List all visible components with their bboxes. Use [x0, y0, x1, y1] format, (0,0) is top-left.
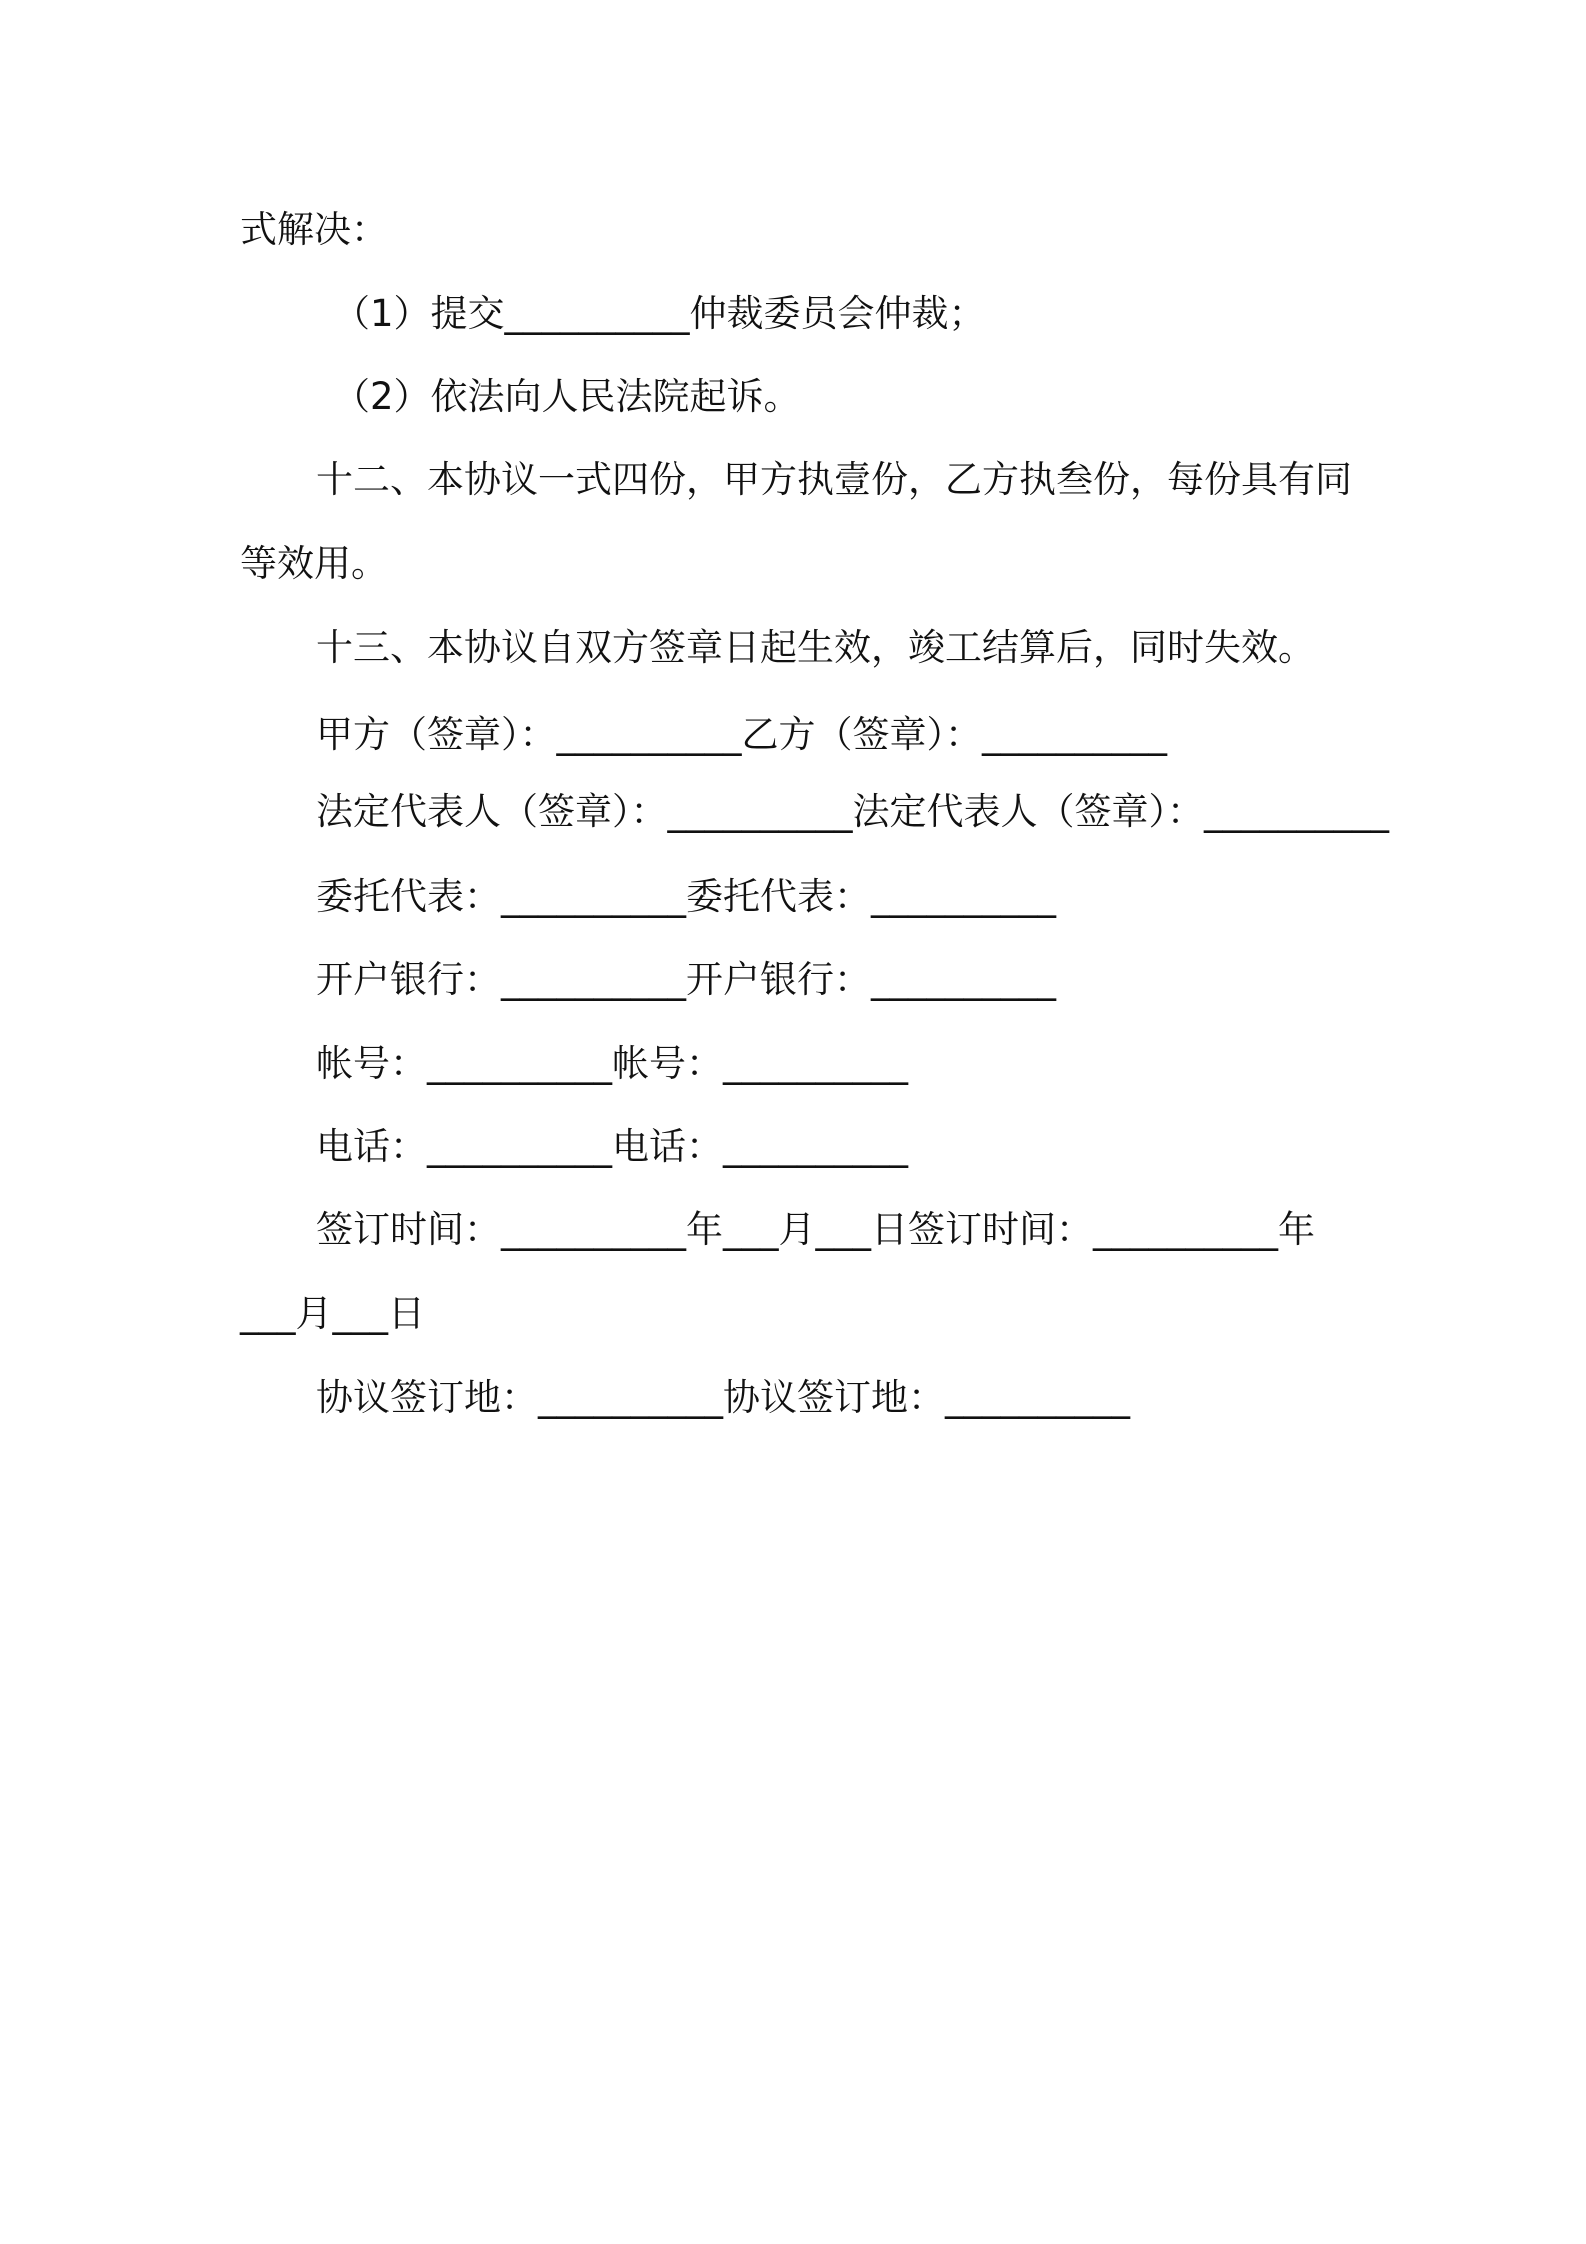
text-line-15: 协议签订地：__________协议签订地：__________ — [316, 1376, 1130, 1419]
text-line-11: 帐号：__________帐号：__________ — [316, 1042, 908, 1085]
text-line-5: 等效用。 — [240, 542, 388, 585]
text-line-7: 甲方（签章）：__________乙方（签章）：__________ — [316, 713, 1167, 756]
text-line-9: 委托代表：__________委托代表：__________ — [316, 875, 1056, 918]
text-line-6: 十三、本协议自双方签章日起生效，竣工结算后，同时失效。 — [316, 626, 1315, 669]
text-line-14: ___月___日 — [240, 1292, 425, 1335]
text-line-1: 式解决： — [240, 208, 388, 251]
text-line-13: 签订时间：__________年___月___日签订时间：__________年 — [316, 1208, 1315, 1251]
text-line-3: （2）依法向人民法院起诉。 — [333, 375, 801, 418]
text-line-4: 十二、本协议一式四份，甲方执壹份，乙方执叁份，每份具有同 — [316, 458, 1352, 501]
text-line-10: 开户银行：__________开户银行：__________ — [316, 958, 1056, 1001]
text-line-8: 法定代表人（签章）：__________法定代表人（签章）：__________ — [316, 790, 1389, 833]
text-line-2: （1）提交__________仲裁委员会仲裁； — [333, 292, 986, 335]
text-line-12: 电话：__________电话：__________ — [316, 1125, 908, 1168]
